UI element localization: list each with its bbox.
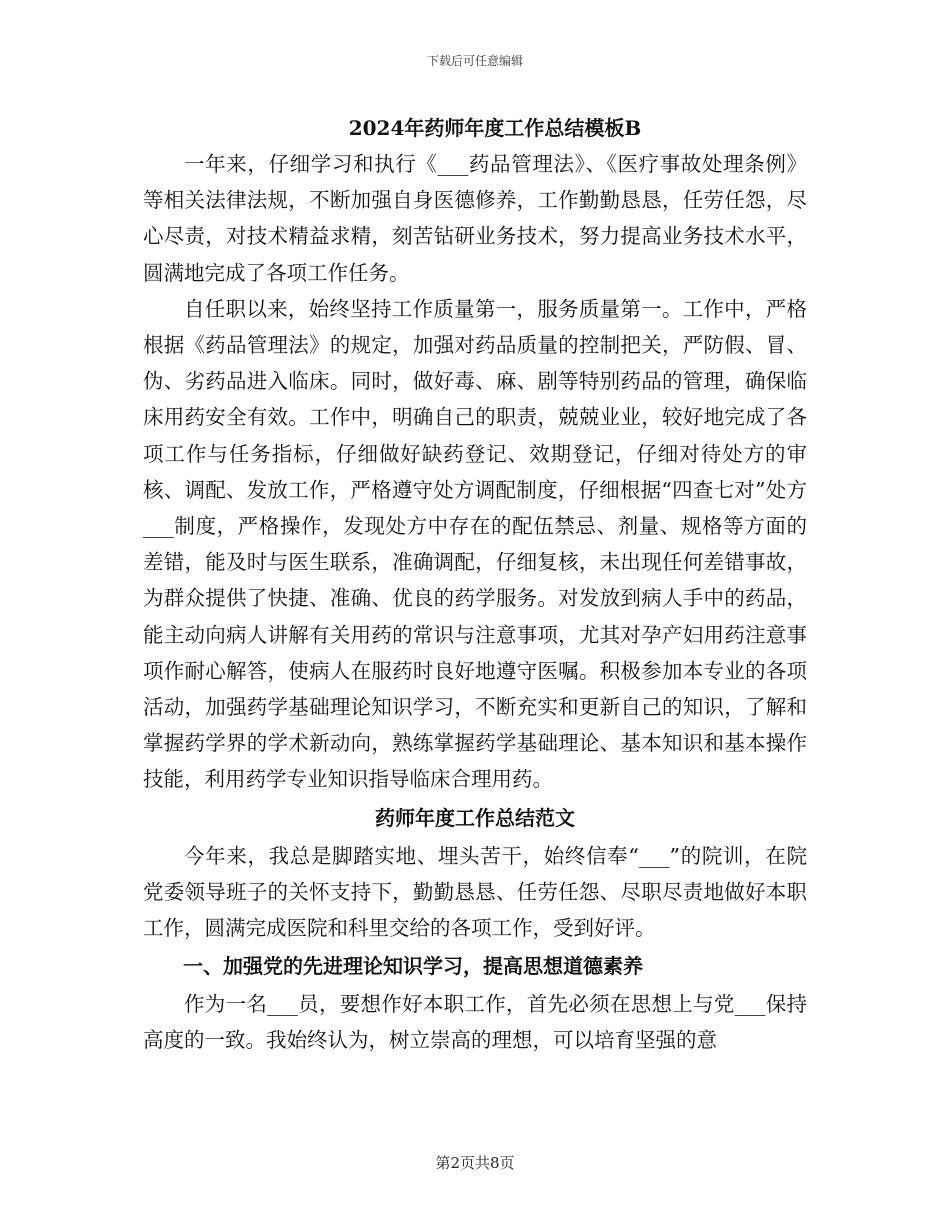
document-title: 2024年药师年度工作总结模板B [348, 116, 642, 140]
document-body [143, 110, 807, 1059]
sub-heading: 一、加强党的先进理论知识学习，提高思想道德素养 [183, 954, 643, 979]
page-footer-number: 第2页共8页 [435, 1154, 515, 1172]
page-header-note: 下载后可任意编辑 [426, 54, 523, 68]
paragraph-intro: 一年来，仔细学习和执行《___药品管理法》、《医疗事故处理条例》等相关法律法规，不断加强自身医德修养，工作勤勤恳恳，任劳任怨，尽心尽责，对技术精益求精，刻苦钻研业务技术，努力提高业务技术水平，圆满地完成了各项工作任务。 [143, 152, 807, 285]
paragraph-duties: 自任职以来，始终坚持工作质量第一，服务质量第一。工作中，严格根据《药品管理法》的规定，加强对药品质量的控制把关，严防假、冒、伪、劣药品进入临床。同时，做好毒、麻、剧等特别药品的管理，确保临床用药安全有效。工作中，明确自己的职责，兢兢业业，较好地完成了各项工作与任务指标，仔细做好缺药登记、效期登记，仔细对待处方的审核、调配、发放工作，严格遵守处方调配制度，仔细根据“四查七对”处方___制度，严格操作，发现处方中存在的配伍禁忌、剂量、规格等方面的差错，能及时与医生联系，准确调配，仔细复核，未出现任何差错事故，为群众提供了快捷、准确、优良的药学服务。对发放到病人手中的药品，能主动向病人讲解有关用药的常识与注意事项，尤其对孕产妇用药注意事项作耐心解答，使病人在服药时良好地遵守医嘱。积极参加本专业的各项活动，加强药学基础理论知识学习，不断充实和更新自己的知识，了解和掌握药学界的学术新动向，熟练掌握药学基础理论、基本知识和基本操作技能，利用药学专业知识指导临床合理用药。 [143, 296, 807, 792]
paragraph-party-study: 作为一名___员，要想作好本职工作，首先必须在思想上与党___保持高度的一致。我始终认为，树立崇高的理想，可以培育坚强的意 [143, 992, 807, 1053]
paragraph-summary: 今年来，我总是脚踏实地、埋头苦干，始终信奉“___”的院训，在院党委领导班子的关怀支持下，勤勤恳恳、任劳任怨、尽职尽责地做好本职工作，圆满完成医院和科里交给的各项工作，受到好评。 [143, 843, 807, 941]
section-title: 药师年度工作总结范文 [375, 805, 575, 830]
